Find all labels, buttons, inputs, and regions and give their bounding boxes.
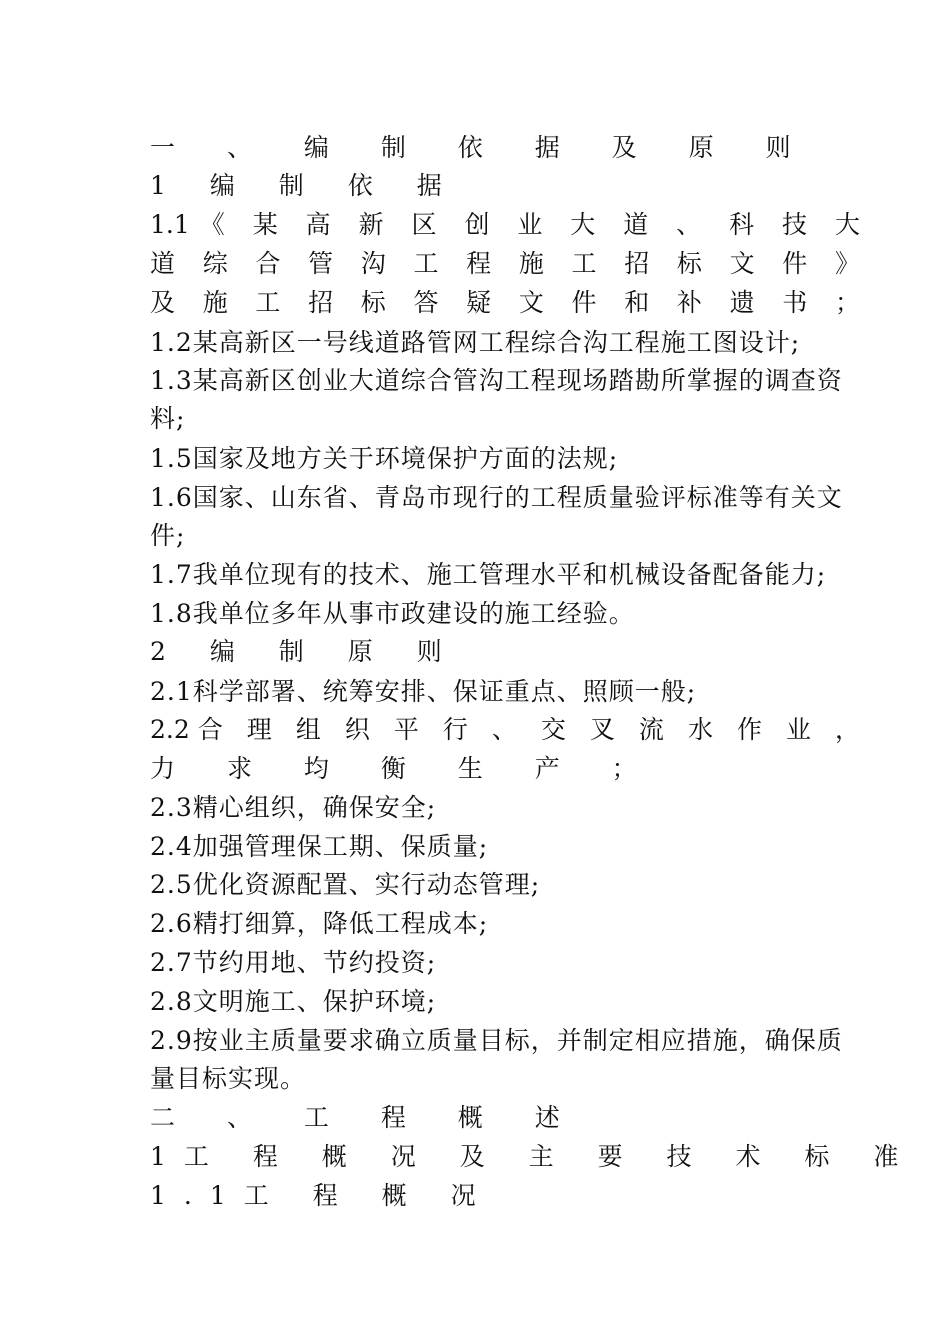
paragraph-line: 2.2合 理 组 织 平 行 、 交 叉 流 水 作 业 ，	[150, 715, 860, 744]
subheading-1: 1 编 制 依 据	[150, 171, 460, 200]
paragraph-line: 1.7我单位现有的技术、施工管理水平和机械设备配备能力;	[150, 560, 827, 589]
paragraph-line: 2.4加强管理保工期、保质量;	[150, 832, 489, 861]
paragraph-line: 件;	[150, 521, 186, 550]
paragraph-line: 2.5优化资源配置、实行动态管理;	[150, 870, 541, 899]
paragraph-line: 2.3精心组织，确保安全;	[150, 793, 437, 822]
subheading-4: 1.1工 程 概 况	[150, 1181, 494, 1210]
paragraph-line: 料;	[150, 404, 186, 433]
paragraph-line: 1.2某高新区一号线道路管网工程综合沟工程施工图设计;	[150, 328, 801, 357]
subheading-2: 2 编 制 原 则	[150, 637, 460, 666]
paragraph-line: 及 施 工 招 标 答 疑 文 件 和 补 遗 书 ；	[150, 288, 860, 317]
paragraph-line: 1.5国家及地方关于环境保护方面的法规;	[150, 444, 619, 473]
subheading-3: 1工 程 概 况 及 主 要 技 术 标 准	[150, 1142, 917, 1171]
paragraph-line: 量目标实现。	[150, 1064, 307, 1093]
paragraph-line: 1.3某高新区创业大道综合管沟工程现场踏勘所掌握的调查资	[150, 366, 843, 395]
paragraph-line: 2.7节约用地、节约投资;	[150, 948, 437, 977]
paragraph-line: 2.6精打细算，降低工程成本;	[150, 909, 489, 938]
paragraph-line: 1.6国家、山东省、青岛市现行的工程质量验评标准等有关文	[150, 483, 843, 512]
paragraph-line: 道 综 合 管 沟 工 程 施 工 招 标 文 件 》	[150, 249, 860, 278]
paragraph-line: 2.1科学部署、统筹安排、保证重点、照顾一般;	[150, 677, 697, 706]
paragraph-line: 力 求 均 衡 生 产 ；	[150, 754, 659, 783]
heading-section-2: 二 、 工 程 概 述	[150, 1103, 582, 1132]
paragraph-line: 2.8文明施工、保护环境;	[150, 987, 437, 1016]
paragraph-line: 1.8我单位多年从事市政建设的施工经验。	[150, 599, 635, 628]
heading-section-1: 一 、 编 制 依 据 及 原 则	[150, 133, 813, 162]
paragraph-line: 1.1《 某 高 新 区 创 业 大 道 、 科 技 大	[150, 210, 860, 239]
paragraph-line: 2.9按业主质量要求确立质量目标，并制定相应措施，确保质	[150, 1026, 843, 1055]
